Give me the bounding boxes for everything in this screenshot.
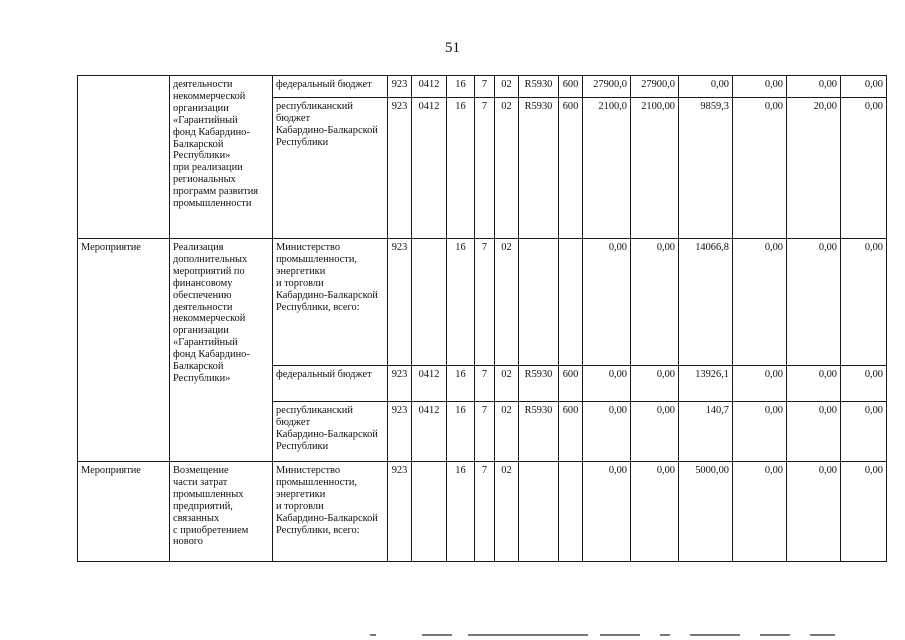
funding-source: Министерство промышленности, энергетики и торговли Кабардино-Балкарской Республики, всего: — [273, 462, 388, 562]
pp-code: 7 — [475, 76, 495, 98]
table-row — [78, 462, 887, 562]
direction-code: R5930 — [519, 366, 559, 402]
value-6: 0,00 — [841, 239, 887, 366]
direction-code: R5930 — [519, 76, 559, 98]
rzpr-code: 0412 — [412, 402, 447, 462]
budget-table — [77, 75, 887, 562]
om-code: 02 — [495, 462, 519, 562]
pp-code: 7 — [475, 98, 495, 239]
value-4: 0,00 — [733, 366, 787, 402]
grbs-code: 923 — [388, 462, 412, 562]
table-row — [78, 239, 887, 366]
rzpr-code — [412, 462, 447, 562]
value-2: 2100,00 — [631, 98, 679, 239]
value-1: 0,00 — [583, 366, 631, 402]
value-5: 20,00 — [787, 98, 841, 239]
value-2: 0,00 — [631, 366, 679, 402]
value-1: 0,00 — [583, 462, 631, 562]
vr-code — [559, 239, 583, 366]
gp-code: 16 — [447, 402, 475, 462]
grbs-code: 923 — [388, 366, 412, 402]
value-6: 0,00 — [841, 462, 887, 562]
row-type — [78, 76, 170, 239]
om-code: 02 — [495, 76, 519, 98]
value-6: 0,00 — [841, 402, 887, 462]
measure-name: Возмещение части затрат промышленных предприятий, связанных с приобретением нового — [170, 462, 273, 562]
funding-source: республиканский бюджет Кабардино-Балкарской Республики — [273, 402, 388, 462]
value-3: 0,00 — [679, 76, 733, 98]
pp-code: 7 — [475, 402, 495, 462]
grbs-code: 923 — [388, 98, 412, 239]
table-row — [78, 76, 887, 98]
grbs-code: 923 — [388, 239, 412, 366]
value-5: 0,00 — [787, 366, 841, 402]
grbs-code: 923 — [388, 402, 412, 462]
value-2: 0,00 — [631, 239, 679, 366]
value-1: 0,00 — [583, 402, 631, 462]
measure-name: Реализация дополнительных мероприятий по финансовому обеспечению деятельности некоммерческой организации «Гарантийный фонд Кабардино- Балкарской Республики» — [170, 239, 273, 462]
value-1: 0,00 — [583, 239, 631, 366]
om-code: 02 — [495, 98, 519, 239]
value-3: 13926,1 — [679, 366, 733, 402]
value-6: 0,00 — [841, 98, 887, 239]
value-1: 27900,0 — [583, 76, 631, 98]
value-3: 9859,3 — [679, 98, 733, 239]
value-4: 0,00 — [733, 98, 787, 239]
gp-code: 16 — [447, 76, 475, 98]
rzpr-code — [412, 239, 447, 366]
value-6: 0,00 — [841, 366, 887, 402]
value-3: 5000,00 — [679, 462, 733, 562]
row-type: Мероприятие — [78, 239, 170, 462]
om-code: 02 — [495, 239, 519, 366]
funding-source: республиканский бюджет Кабардино-Балкарской Республики — [273, 98, 388, 239]
pp-code: 7 — [475, 239, 495, 366]
vr-code: 600 — [559, 98, 583, 239]
pp-code: 7 — [475, 366, 495, 402]
value-1: 2100,0 — [583, 98, 631, 239]
grbs-code: 923 — [388, 76, 412, 98]
value-5: 0,00 — [787, 462, 841, 562]
value-2: 0,00 — [631, 402, 679, 462]
measure-name: деятельности некоммерческой организации «Гарантийный фонд Кабардино- Балкарской Республики» при реализации региональных программ развития промышленности — [170, 76, 273, 239]
direction-code — [519, 462, 559, 562]
value-4: 0,00 — [733, 239, 787, 366]
scan-artifact-marks — [360, 634, 880, 638]
funding-source: Министерство промышленности, энергетики и торговли Кабардино-Балкарской Республики, всего: — [273, 239, 388, 366]
pp-code: 7 — [475, 462, 495, 562]
value-2: 0,00 — [631, 462, 679, 562]
rzpr-code: 0412 — [412, 98, 447, 239]
gp-code: 16 — [447, 462, 475, 562]
rzpr-code: 0412 — [412, 76, 447, 98]
vr-code: 600 — [559, 366, 583, 402]
value-2: 27900,0 — [631, 76, 679, 98]
om-code: 02 — [495, 402, 519, 462]
rzpr-code: 0412 — [412, 366, 447, 402]
row-type: Мероприятие — [78, 462, 170, 562]
vr-code: 600 — [559, 402, 583, 462]
vr-code — [559, 462, 583, 562]
value-3: 14066,8 — [679, 239, 733, 366]
funding-source: федеральный бюджет — [273, 366, 388, 402]
value-5: 0,00 — [787, 239, 841, 366]
om-code: 02 — [495, 366, 519, 402]
value-4: 0,00 — [733, 402, 787, 462]
gp-code: 16 — [447, 239, 475, 366]
direction-code: R5930 — [519, 402, 559, 462]
value-5: 0,00 — [787, 76, 841, 98]
page-number: 51 — [445, 40, 460, 56]
direction-code — [519, 239, 559, 366]
vr-code: 600 — [559, 76, 583, 98]
value-4: 0,00 — [733, 462, 787, 562]
gp-code: 16 — [447, 98, 475, 239]
direction-code: R5930 — [519, 98, 559, 239]
gp-code: 16 — [447, 366, 475, 402]
value-6: 0,00 — [841, 76, 887, 98]
funding-source: федеральный бюджет — [273, 76, 388, 98]
value-3: 140,7 — [679, 402, 733, 462]
value-5: 0,00 — [787, 402, 841, 462]
value-4: 0,00 — [733, 76, 787, 98]
